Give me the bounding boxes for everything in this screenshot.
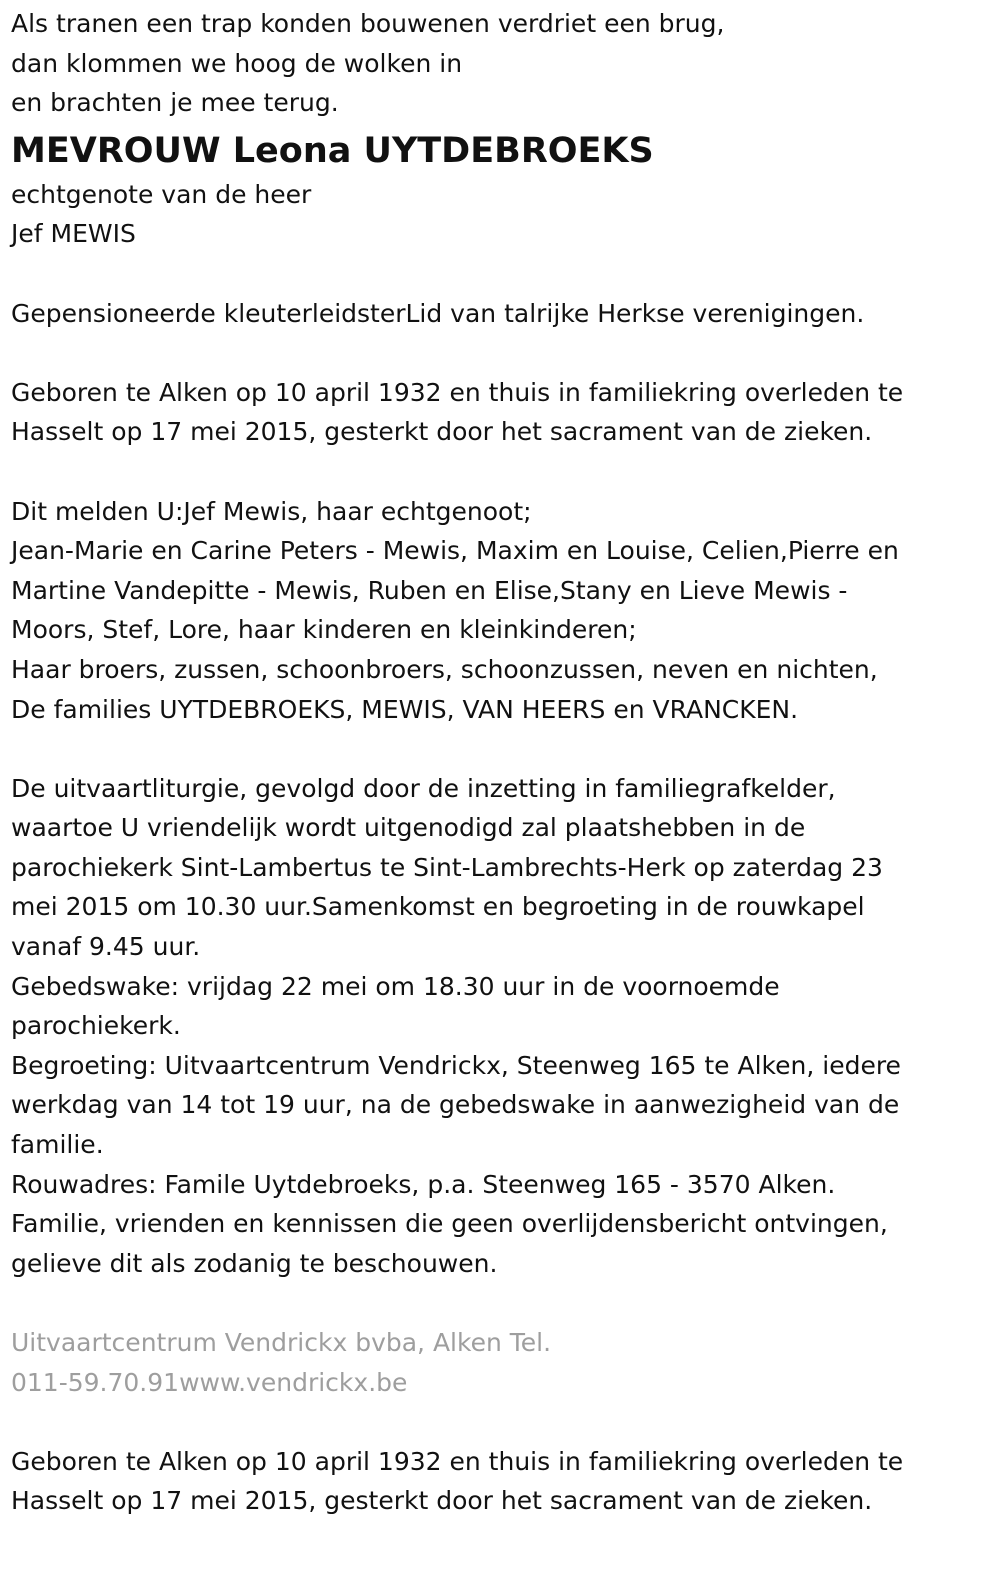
paragraph-line: Hasselt op 17 mei 2015, gesterkt door het sacrament van de zieken.	[11, 417, 873, 447]
paragraph-line: Rouwadres: Famile Uytdebroeks, p.a. Steenweg 165 - 3570 Alken.	[11, 1169, 836, 1199]
funeral-paragraph	[11, 769, 989, 1284]
paragraph-line: Geboren te Alken op 10 april 1932 en thuis in familiekring overleden te	[11, 1446, 904, 1476]
paragraph-line: Hasselt op 17 mei 2015, gesterkt door het sacrament van de zieken.	[11, 1486, 873, 1516]
poem-line: dan klommen we hoog de wolken in	[11, 48, 463, 78]
undertaker-contact: 011-59.70.91www.vendrickx.be	[11, 1367, 408, 1397]
paragraph-line: Dit melden U:Jef Mewis, haar echtgenoot;	[11, 496, 532, 526]
spouse-name: Jef MEWIS	[11, 219, 136, 249]
paragraph-line: mei 2015 om 10.30 uur.Samenkomst en begroeting in de rouwkapel	[11, 892, 865, 922]
deceased-name: MEVROUW Leona UYTDEBROEKS	[11, 130, 654, 171]
spacer	[11, 333, 989, 373]
poem	[11, 4, 989, 123]
paragraph-line: Moors, Stef, Lore, haar kinderen en kleinkinderen;	[11, 615, 637, 645]
paragraph-line: Haar broers, zussen, schoonbroers, schoonzussen, neven en nichten,	[11, 654, 878, 684]
deceased-block	[11, 127, 989, 254]
spouse-line: echtgenote van de heer	[11, 179, 312, 209]
undertaker-info	[11, 1323, 989, 1402]
paragraph-line: vanaf 9.45 uur.	[11, 932, 201, 962]
spacer	[11, 452, 989, 492]
paragraph-line: Jean-Marie en Carine Peters - Mewis, Maxim en Louise, Celien,Pierre en	[11, 536, 899, 566]
poem-line: Als tranen een trap konden bouwenen verdriet een brug,	[11, 9, 725, 38]
paragraph-line: parochiekerk Sint-Lambertus te Sint-Lambrechts-Herk op zaterdag 23	[11, 852, 883, 882]
spacer	[11, 1283, 989, 1323]
spacer	[11, 1402, 989, 1442]
birth-death-paragraph	[11, 373, 989, 452]
paragraph-line: Geboren te Alken op 10 april 1932 en thuis in familiekring overleden te	[11, 377, 904, 407]
occupation: Gepensioneerde kleuterleidsterLid van talrijke Herkse verenigingen.	[11, 298, 865, 328]
paragraph-line: gelieve dit als zodanig te beschouwen.	[11, 1248, 498, 1278]
undertaker-line: Uitvaartcentrum Vendrickx bvba, Alken Tel.	[11, 1328, 552, 1357]
paragraph-line: parochiekerk.	[11, 1011, 181, 1041]
paragraph-line: De families UYTDEBROEKS, MEWIS, VAN HEERS en VRANCKEN.	[11, 694, 799, 724]
paragraph-line: Gebedswake: vrijdag 22 mei om 18.30 uur in de voornoemde	[11, 971, 780, 1001]
birth-death-repeat-paragraph	[11, 1442, 989, 1521]
paragraph-line: werkdag van 14 tot 19 uur, na de gebedswake in aanwezigheid van de	[11, 1090, 900, 1120]
paragraph-line: Begroeting: Uitvaartcentrum Vendrickx, Steenweg 165 te Alken, iedere	[11, 1050, 901, 1080]
paragraph-line: De uitvaartliturgie, gevolgd door de inzetting in familiegrafkelder,	[11, 773, 836, 803]
paragraph-line: waartoe U vriendelijk wordt uitgenodigd zal plaatshebben in de	[11, 813, 806, 843]
paragraph-line: Martine Vandepitte - Mewis, Ruben en Elise,Stany en Lieve Mewis -	[11, 575, 848, 605]
poem-line: en brachten je mee terug.	[11, 88, 339, 118]
spacer	[11, 254, 989, 294]
paragraph-line: familie.	[11, 1130, 104, 1160]
family-paragraph	[11, 492, 989, 730]
spacer	[11, 729, 989, 769]
paragraph-line: Familie, vrienden en kennissen die geen overlijdensbericht ontvingen,	[11, 1209, 888, 1239]
